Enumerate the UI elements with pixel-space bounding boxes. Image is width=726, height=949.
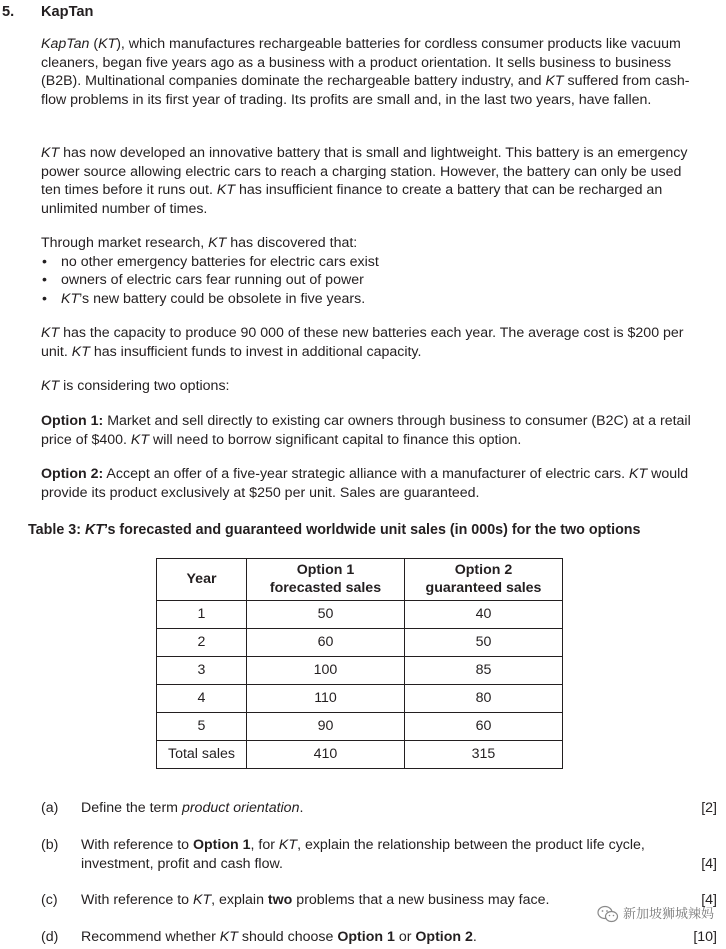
table-row xyxy=(157,685,563,713)
subquestion-a-label: (a) xyxy=(41,800,59,816)
table-row xyxy=(157,713,563,741)
cell-option-1: 90 xyxy=(247,713,405,741)
cell-option-2: 50 xyxy=(405,629,563,657)
header-option-2: Option 2 guaranteed sales xyxy=(405,559,563,601)
watermark xyxy=(597,905,714,924)
subquestion-b-marks: [4] xyxy=(701,856,717,872)
cell-option-1: 110 xyxy=(247,685,405,713)
cell-total-label: Total sales xyxy=(157,741,247,769)
cell-option-2: 60 xyxy=(405,713,563,741)
cell-option-1: 50 xyxy=(247,601,405,629)
paragraph-innovation: KT has now developed an innovative battery that is small and lightweight. This battery is an emergency power source allowing electric cars to reach a charging station. However, the battery can only be used ten times before it runs out. KT has insufficient finance to create a battery that can be recharged an unlimited number of times. xyxy=(41,145,688,217)
table-row xyxy=(157,657,563,685)
paragraph-capacity: KT has the capacity to produce 90 000 of these new batteries each year. The average cost is $200 per unit. KT has insufficient funds to invest in additional capacity. xyxy=(41,325,684,360)
subquestion-c-marks: [4] xyxy=(701,892,717,908)
cell-option-1-total: 410 xyxy=(247,741,405,769)
subquestion-d-text: Recommend whether KT should choose Option 1 or Option 2. xyxy=(81,929,477,945)
question-title: KapTan xyxy=(41,4,94,20)
paragraph-options-intro: KT is considering two options: xyxy=(41,378,230,394)
subquestion-a-marks: [2] xyxy=(701,800,717,816)
list-item: • KT’s new battery could be obsolete in five years. xyxy=(41,290,701,309)
question-number: 5. xyxy=(2,4,15,20)
table-row-total xyxy=(157,741,563,769)
cell-option-1: 100 xyxy=(247,657,405,685)
cell-year: 5 xyxy=(157,713,247,741)
cell-year: 2 xyxy=(157,629,247,657)
list-item: • owners of electric cars fear running out of power xyxy=(41,271,701,290)
cell-year: 1 xyxy=(157,601,247,629)
subquestion-c-text: With reference to KT, explain two problems that a new business may face. xyxy=(81,892,550,908)
subquestion-b-text: With reference to Option 1, for KT, explain the relationship between the product life cycle, investment, profit and cash flow. xyxy=(81,837,645,872)
cell-option-2: 85 xyxy=(405,657,563,685)
cell-year: 4 xyxy=(157,685,247,713)
option-1-description: Option 1: Market and sell directly to existing car owners through business to consumer (B2C) at a retail price of $400. KT will need to borrow significant capital to finance this option. xyxy=(41,413,691,448)
table-row xyxy=(157,629,563,657)
subquestion-a-text: Define the term product orientation. xyxy=(81,800,304,816)
wechat-icon xyxy=(597,905,619,923)
cell-option-2: 80 xyxy=(405,685,563,713)
paragraph-intro: KapTan (KT), which manufactures rechargeable batteries for cordless consumer products like vacuum cleaners, began five years ago as a business with a product orientation. It sells business to business (B2B). Multinational companies dominate the rechargeable battery industry, and KT suffered from cash-flow problems in its first year of trading. Its profits are small and, in the last two years, have fallen. xyxy=(41,36,690,108)
findings-list xyxy=(41,253,701,309)
watermark-text: 新加坡狮城辣妈 xyxy=(622,906,714,921)
subquestion-d-marks: [10] xyxy=(693,929,717,945)
subquestion-c-label: (c) xyxy=(41,892,58,908)
sales-table xyxy=(156,558,563,769)
subquestion-d-label: (d) xyxy=(41,929,59,945)
subquestion-b-label: (b) xyxy=(41,837,59,853)
option-2-description: Option 2: Accept an offer of a five-year strategic alliance with a manufacturer of electric cars. KT would provide its product exclusively at $250 per unit. Sales are guaranteed. xyxy=(41,466,689,501)
header-option-1: Option 1 forecasted sales xyxy=(247,559,405,601)
table-caption: Table 3: KT’s forecasted and guaranteed worldwide unit sales (in 000s) for the two options xyxy=(28,522,641,538)
list-item: • no other emergency batteries for electric cars exist xyxy=(41,253,701,272)
cell-option-2: 40 xyxy=(405,601,563,629)
header-year: Year xyxy=(157,559,247,601)
table-row xyxy=(157,601,563,629)
cell-year: 3 xyxy=(157,657,247,685)
cell-option-2-total: 315 xyxy=(405,741,563,769)
paragraph-market-research: Through market research, KT has discovered that: • no other emergency batteries for electric cars exist • owners of electric cars fear running out of power • KT’s new battery could be obsolete in five years. xyxy=(41,234,701,308)
cell-option-1: 60 xyxy=(247,629,405,657)
